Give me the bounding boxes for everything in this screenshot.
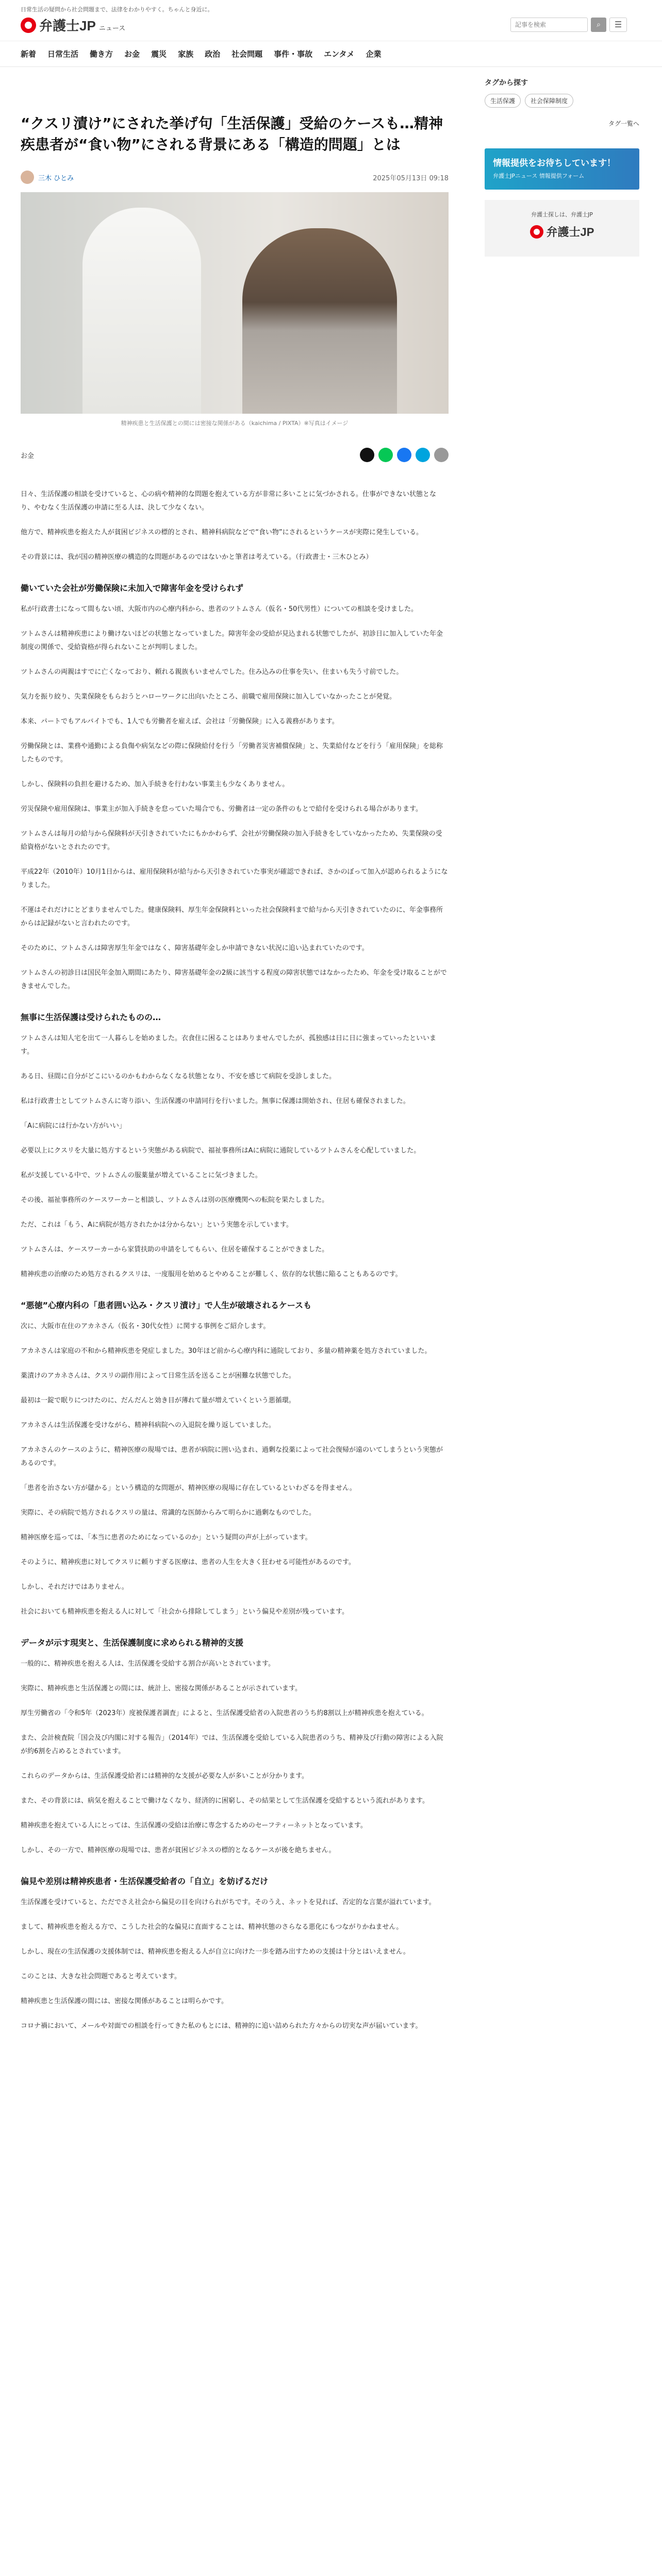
info-banner-title: 情報提供をお待ちしています！ [493, 158, 616, 168]
article-paragraph: 「Aに病院には行かない方がいい」 [21, 1122, 126, 1130]
copy-icon[interactable] [434, 448, 449, 462]
lawyer-search-banner[interactable] [485, 200, 639, 257]
nav-item-incident[interactable]: 事件・事故 [274, 49, 313, 59]
search-input[interactable] [510, 18, 588, 32]
logo-mark-icon [530, 225, 543, 239]
menu-icon[interactable]: ☰ [609, 18, 627, 32]
x-icon[interactable] [360, 448, 374, 462]
tags-title: タグから探す [485, 79, 528, 87]
nav-item-politics[interactable]: 政治 [205, 49, 221, 59]
nav-item-new[interactable]: 新着 [21, 49, 37, 59]
section-heading: データが示す現実と、生活保護制度に求められる精神的支援 [21, 1638, 244, 1648]
nav-item-social[interactable]: 社会問題 [231, 49, 263, 59]
article-category[interactable]: お金 [21, 452, 35, 460]
article-paragraph: 実際に、精神疾患と生活保護との間には、統計上、密接な関係があることが示されています。 [21, 1685, 302, 1693]
avatar [21, 171, 34, 184]
search-area [510, 18, 627, 32]
article-paragraph: 精神疾患の治療のため処方されるクスリは、一度服用を始めるとやめることが難しく、依存的な状態に陥ることもあるのです。 [21, 1270, 402, 1279]
article-main [21, 77, 449, 2044]
article-paragraph: しかし、現在の生活保護の支援体制では、精神疾患を抱える人が自立に向けた一歩を踏み出すための支援は十分とはいえません。 [21, 1948, 410, 1956]
article-paragraph: ある日、昼間に自分がどこにいるのかもわからなくなる状態となり、不安を感じて病院を受診しました。 [21, 1073, 336, 1081]
article-paragraph: しかし、その一方で、精神医療の現場では、患者が貧困ビジネスの標的となるケースが後を絶ちません。 [21, 1846, 336, 1855]
nav-item-money[interactable]: お金 [124, 49, 140, 59]
article-paragraph: アカネさんのケースのように、精神医療の現場では、患者が病院に囲い込まれ、過剰な投薬によって社会復帰が遠のいてしまうという実態があるのです。 [21, 1446, 443, 1468]
article-paragraph: 厚生労働省の「令和5年（2023年）度被保護者調査」によると、生活保護受給者の入院患者のうち約8割以上が精神疾患を抱えている。 [21, 1709, 428, 1718]
article-paragraph: これらのデータからは、生活保護受給者には精神的な支援が必要な人が多いことが分かります。 [21, 1772, 308, 1781]
nav-item-entertainment[interactable]: エンタメ [324, 49, 355, 59]
article-body [21, 488, 449, 2033]
article-paragraph: まして、精神疾患を抱える方で、こうした社会的な偏見に直面することは、精神状態のさらなる悪化にもつながりかねません。 [21, 1923, 403, 1931]
article-paragraph: また、その背景には、病気を抱えることで働けなくなり、経済的に困窮し、その結果として生活保護を受給するという流れがあります。 [21, 1797, 429, 1805]
section-heading: “悪徳”心療内科の「患者囲い込み・クスリ漬け」で人生が破壊されるケースも [21, 1300, 312, 1311]
article-paragraph: 社会においても精神疾患を抱える人に対して「社会から排除してしまう」という偏見や差別が残っています。 [21, 1608, 349, 1616]
tags-more-link[interactable]: タグ一覧へ [608, 120, 639, 127]
section-heading: 働いていた会社が労働保険に未加入で障害年金を受けられず [21, 583, 244, 594]
tag-item[interactable]: 生活保護 [485, 94, 521, 108]
article-paragraph: そのように、精神疾患に対してクスリに頼りすぎる医療は、患者の人生を大きく狂わせる可能性があるのです。 [21, 1558, 355, 1567]
article-paragraph: また、会計検査院「国会及び内閣に対する報告」（2014年）では、生活保護を受給している入院患者のうち、精神及び行動の障害による入院が約6割を占めるとされています。 [21, 1734, 443, 1756]
article-paragraph: ツトムさんは知人宅を出て一人暮らしを始めました。衣食住に困ることはありませんでしたが、孤独感は日に日に強まっていったといいます。 [21, 1035, 437, 1056]
article-title: “クスリ漬け”にされた挙げ句「生活保護」受給のケースも…精神疾患者が“食い物”にされる背景にある「構造的問題」とは [21, 115, 443, 153]
article-paragraph: 精神疾患と生活保護の間には、密接な関係があることは明らかです。 [21, 1997, 228, 2006]
nav-item-work[interactable]: 働き方 [90, 49, 113, 59]
article-paragraph: 一般的に、精神疾患を抱える人は、生活保護を受給する割合が高いとされています。 [21, 1660, 275, 1668]
sns-share-icons [360, 448, 449, 462]
facebook-icon[interactable] [397, 448, 411, 462]
section-heading: 無事に生活保護は受けられたものの… [21, 1012, 161, 1023]
logo-sub-text: ニュース [98, 25, 126, 32]
article-paragraph: ツトムさんの両親はすでに亡くなっており、頼れる親族もいませんでした。住み込みの仕事を失い、住まいも失う寸前でした。 [21, 668, 403, 676]
nav-item-company[interactable]: 企業 [366, 49, 382, 59]
article-paragraph: 他方で、精神疾患を抱えた人が貧困ビジネスの標的とされ、精神科病院などで“食い物”にされるというケースが実際に発生している。 [21, 529, 423, 537]
article-paragraph: ツトムさんは精神疾患により働けないほどの状態となっていました。障害年金の受給が見込まれる状態でしたが、初診日に加入していた年金制度の関係で、受給資格が得られないことが判明しました。 [21, 630, 443, 652]
article-paragraph: 私が行政書士になって間もない頃、大阪市内の心療内科から、患者のツトムさん（仮名・50代男性）についての相談を受けました。 [21, 605, 418, 614]
photo-caption: 精神疾患と生活保護との間には密接な関係がある（kaichima / PIXTA）※写真はイメージ [121, 420, 349, 427]
article-paragraph: 不運はそれだけにとどまりませんでした。健康保険料、厚生年金保険料といった社会保険料まで給与から天引きされていたのに、年金事務所からは記録がないと言われたのです。 [21, 906, 443, 928]
article-paragraph: ツトムさんの初診日は国民年金加入期間にあたり、障害基礎年金の2級に該当する程度の障害状態ではなかったため、年金を受け取ることができませんでした。 [21, 969, 447, 991]
lawyer-search-logo: 弁護士JP [530, 224, 594, 240]
logo-mark-icon [21, 18, 36, 33]
article-paragraph: 実際に、その病院で処方されるクスリの量は、常識的な医師からみて明らかに過剰なものでした。 [21, 1509, 316, 1517]
article-paragraph: 私は行政書士としてツトムさんに寄り添い、生活保護の申請同行を行いました。無事に保護は開始され、住居も確保されました。 [21, 1097, 410, 1106]
article-photo [21, 192, 449, 414]
category-nav [0, 41, 662, 67]
article-paragraph: 気力を振り絞り、失業保険をもらおうとハローワークに出向いたところ、前職で雇用保険に加入していなかったことが発覚。 [21, 693, 396, 701]
search-icon[interactable]: ⌕ [591, 18, 606, 32]
photo-doctor [82, 208, 201, 414]
article-paragraph: その背景には、我が国の精神医療の構造的な問題があるのではないかと筆者は考えている。（行政書士・三木ひとみ） [21, 553, 373, 562]
nav-item-family[interactable]: 家族 [178, 49, 194, 59]
article-paragraph: 最初は一錠で眠りにつけたのに、だんだんと効き目が薄れて量が増えていくという悪循環。 [21, 1397, 295, 1405]
article-paragraph: 精神疾患を抱えている人にとっては、生活保護の受給は治療に専念するためのセーフティーネットとなっています。 [21, 1822, 367, 1830]
article-paragraph: 日々、生活保護の相談を受けていると、心の病や精神的な問題を抱えている方が非常に多いことに気づかされる。仕事ができない状態となり、やむなく生活保護の申請に至る人は、決して少なくない。 [21, 490, 437, 512]
article-paragraph: そのために、ツトムさんは障害厚生年金ではなく、障害基礎年金しか申請できない状況に追い込まれていたのです。 [21, 944, 369, 953]
photo-patient [242, 228, 397, 414]
lawyer-search-text: 弁護士探しは、弁護士JP [531, 211, 593, 218]
sidebar [485, 77, 639, 257]
article-paragraph: 生活保護を受けていると、ただでさえ社会から偏見の目を向けられがちです。そのうえ、ネットを見れば、否定的な言葉が溢れています。 [21, 1899, 436, 1907]
line-icon[interactable] [378, 448, 393, 462]
tag-list [485, 94, 639, 108]
info-banner-sub: 弁護士JPニュース 情報提供フォーム [493, 173, 585, 179]
article-paragraph: 次に、大阪市在住のアカネさん（仮名・30代女性）に関する事例をご紹介します。 [21, 1323, 270, 1331]
publish-date: 2025年05月13日 09:18 [373, 174, 449, 182]
article-paragraph: 平成22年（2010年）10月1日からは、雇用保険料が給与から天引きされていた事実が確認できれば、さかのぼって加入が認められるようになりました。 [21, 868, 448, 890]
article-paragraph: 労働保険とは、業務や通勤による負傷や病気などの際に保険給付を行う「労働者災害補償保険」と、失業給付などを行う「雇用保険」を総称したものです。 [21, 742, 443, 764]
article-paragraph: 必要以上にクスリを大量に処方するという実態がある病院で、福祉事務所はAに病院に通院しているツトムさんを心配していました。 [21, 1147, 421, 1155]
article-paragraph: ツトムさんは毎月の給与から保険料が天引きされていたにもかかわらず、会社が労働保険の加入手続きをしていなかったため、失業保険の受給資格がないとされたのです。 [21, 830, 442, 852]
nav-item-disaster[interactable]: 震災 [151, 49, 167, 59]
nav-item-daily[interactable]: 日常生活 [47, 49, 79, 59]
article-paragraph: しかし、保険料の負担を避けるため、加入手続きを行わない事業主も少なくありません。 [21, 781, 289, 789]
article-paragraph: アカネさんは家庭の不和から精神疾患を発症しました。30年ほど前から心療内科に通院しており、多量の精神薬を処方されていました。 [21, 1347, 432, 1355]
article-paragraph: コロナ禍において、メールや対面での相談を行ってきた私のもとには、精神的に追い詰められた方々からの切実な声が届いています。 [21, 2022, 422, 2030]
site-tagline: 日常生活の疑問から社会問題まで、法律をわかりやすく。ちゃんと身近に。 [21, 6, 213, 13]
article-paragraph: ただ、これは「もう、Aに病院が処方されたかは分からない」という実態を示しています。 [21, 1221, 293, 1229]
article-paragraph: アカネさんは生活保護を受けながら、精神科病院への入退院を繰り返していました。 [21, 1421, 275, 1430]
site-logo[interactable] [21, 15, 125, 35]
article-paragraph: その後、福祉事務所のケースワーカーと相談し、ツトムさんは別の医療機関への転院を果たしました。 [21, 1196, 329, 1205]
article-paragraph: しかし、それだけではありません。 [21, 1583, 128, 1591]
logo-main-text: 弁護士JP [39, 18, 96, 33]
article-paragraph: 私が支援している中で、ツトムさんの服薬量が増えていることに気づきました。 [21, 1172, 262, 1180]
author-name: 三木 ひとみ [38, 174, 74, 182]
article-paragraph: 労災保険や雇用保険は、事業主が加入手続きを怠っていた場合でも、労働者は一定の条件のもとで給付を受けられる場合があります。 [21, 805, 422, 814]
tag-item[interactable]: 社会保障制度 [525, 94, 573, 108]
article-paragraph: 本来、パートでもアルバイトでも、1人でも労働者を雇えば、会社は「労働保険」に入る義務があります。 [21, 718, 339, 726]
hatena-icon[interactable] [416, 448, 430, 462]
info-banner[interactable] [485, 148, 639, 190]
article-meta [21, 171, 449, 184]
site-header [0, 0, 662, 41]
article-paragraph: 精神医療を巡っては、「本当に患者のためになっているのか」という疑問の声が上がっています。 [21, 1534, 312, 1542]
article-paragraph: このことは、大きな社会問題であると考えています。 [21, 1973, 181, 1981]
article-paragraph: 「患者を治さない方が儲かる」という構造的な問題が、精神医療の現場に存在しているといわざるを得ません。 [21, 1484, 356, 1493]
share-bar [21, 448, 449, 462]
article-paragraph: 薬漬けのアカネさんは、クスリの副作用によって日常生活を送ることが困難な状態でした。 [21, 1372, 295, 1380]
author-link[interactable] [21, 171, 74, 184]
section-heading: 偏見や差別は精神疾患者・生活保護受給者の「自立」を妨げるだけ [21, 1876, 269, 1887]
article-paragraph: ツトムさんは、ケースワーカーから家賃扶助の申請をしてもらい、住居を確保することができました。 [21, 1246, 329, 1254]
